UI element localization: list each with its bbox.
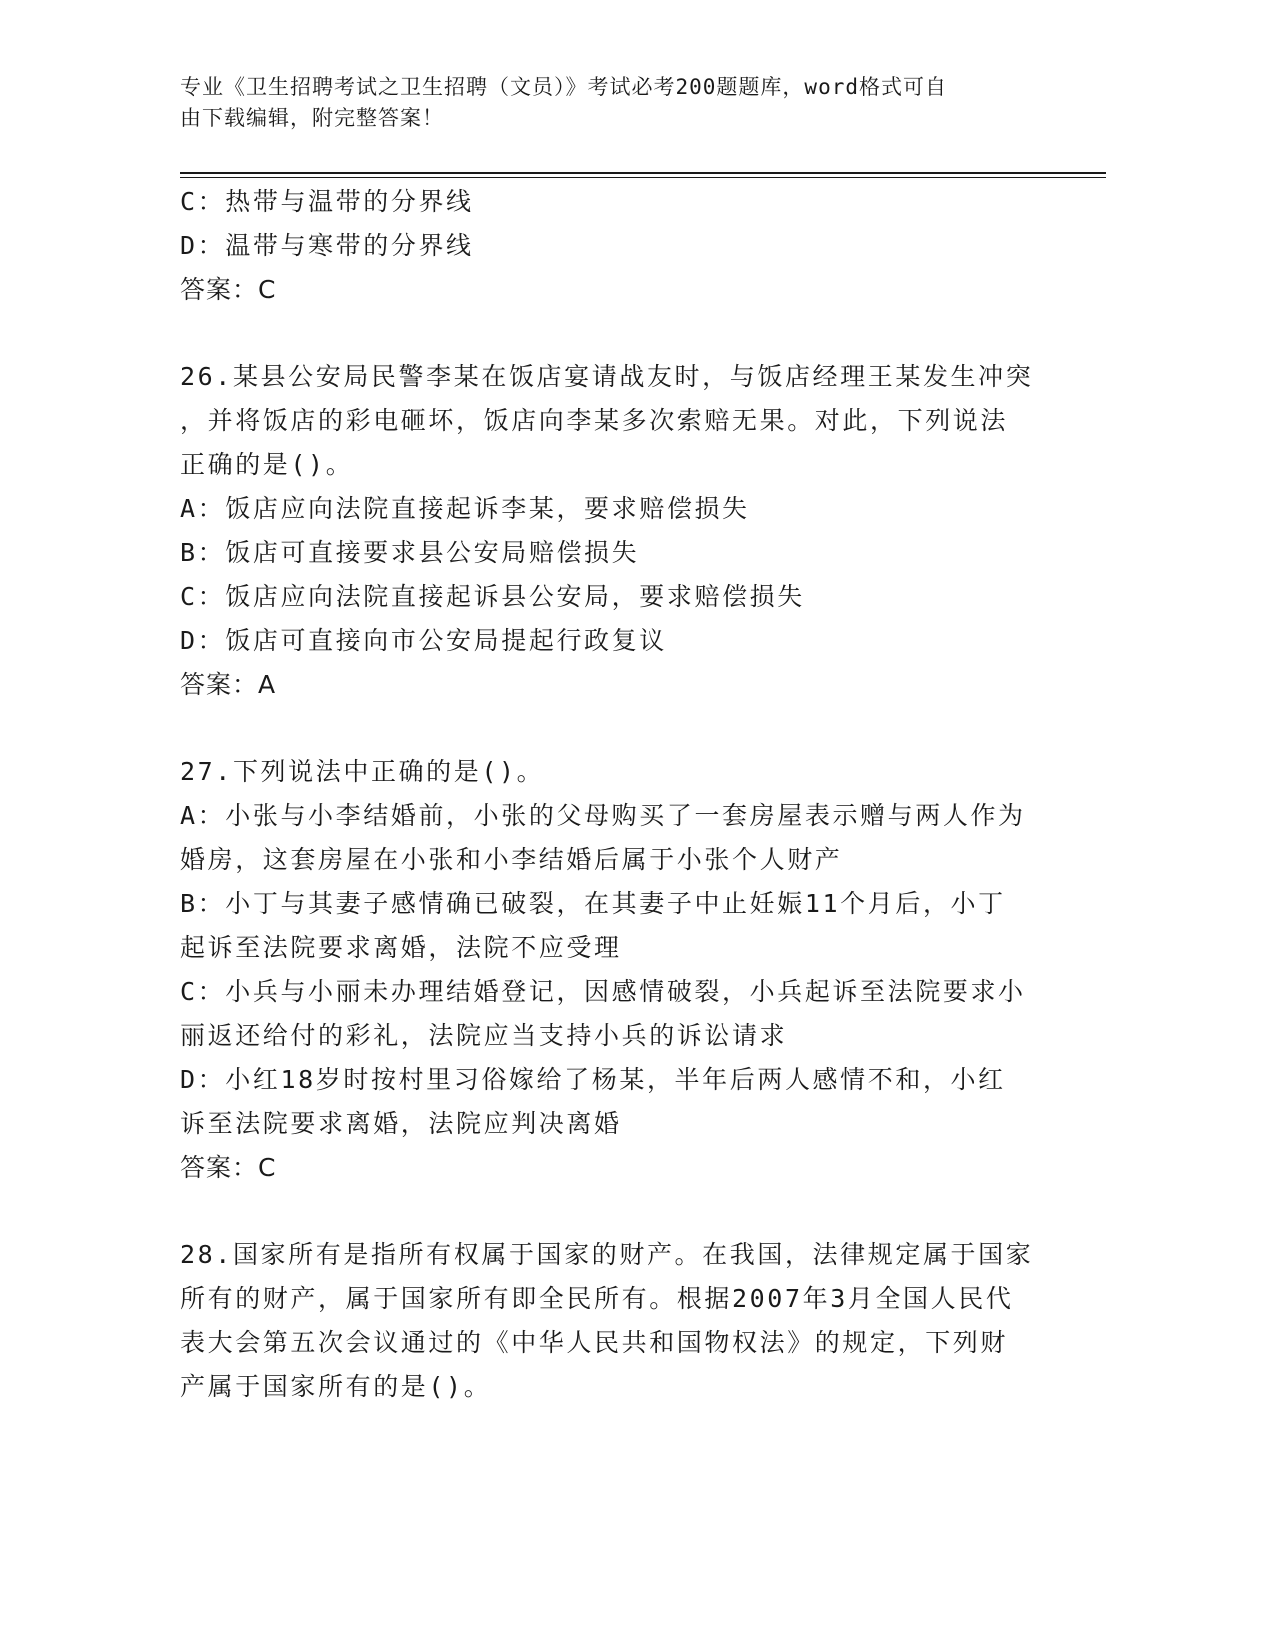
q26-stem-line: 正确的是()。 (180, 450, 354, 479)
q28-stem-line: 表大会第五次会议通过的《中华人民共和国物权法》的规定，下列财 (180, 1328, 1009, 1357)
q26-option-a: A：饭店应向法院直接起诉李某，要求赔偿损失 (180, 494, 750, 523)
spacer (180, 312, 1040, 355)
header-rule-thick (180, 172, 1106, 174)
q28-stem-line: 所有的财产，属于国家所有即全民所有。根据2007年3月全国人民代 (180, 1284, 1014, 1313)
question-25 (180, 180, 1040, 312)
q26-stem-line: 26.某县公安局民警李某在饭店宴请战友时，与饭店经理王某发生冲突 (180, 362, 1034, 391)
q27-option-c-line: 丽返还给付的彩礼，法院应当支持小兵的诉讼请求 (180, 1021, 788, 1050)
q27-option-d-line: 诉至法院要求离婚，法院应判决离婚 (180, 1109, 622, 1138)
q27-stem-line: 27.下列说法中正确的是()。 (180, 757, 545, 786)
question-26 (180, 355, 1040, 707)
q28-stem-line: 产属于国家所有的是()。 (180, 1372, 492, 1401)
q27-option-a-line: A：小张与小李结婚前，小张的父母购买了一套房屋表示赠与两人作为 (180, 801, 1026, 830)
spacer (180, 707, 1040, 750)
q27-option-b-line: B：小丁与其妻子感情确已破裂，在其妻子中止妊娠11个月后，小丁 (180, 889, 1006, 918)
q27-option-a-line: 婚房，这套房屋在小张和小李结婚后属于小张个人财产 (180, 845, 843, 874)
question-28 (180, 1233, 1040, 1409)
document-header: 专业《卫生招聘考试之卫生招聘（文员）》考试必考200题题库，word格式可自 由下载编辑，附完整答案！ (180, 75, 947, 130)
q26-answer: 答案：A (180, 670, 277, 699)
header-rule-thin (180, 177, 1106, 178)
q27-option-c-line: C：小兵与小丽未办理结婚登记，因感情破裂，小兵起诉至法院要求小 (180, 977, 1026, 1006)
question-27 (180, 750, 1040, 1190)
question-content (180, 180, 1040, 1409)
q26-option-c: C：饭店应向法院直接起诉县公安局，要求赔偿损失 (180, 582, 805, 611)
q25-option-c: C：热带与温带的分界线 (180, 187, 474, 216)
q28-stem-line: 28.国家所有是指所有权属于国家的财产。在我国，法律规定属于国家 (180, 1240, 1034, 1269)
spacer (180, 1190, 1040, 1233)
q26-option-d: D：饭店可直接向市公安局提起行政复议 (180, 626, 667, 655)
q27-option-b-line: 起诉至法院要求离婚，法院不应受理 (180, 933, 622, 962)
q26-option-b: B：饭店可直接要求县公安局赔偿损失 (180, 538, 640, 567)
q27-option-d-line: D：小红18岁时按村里习俗嫁给了杨某，半年后两人感情不和，小红 (180, 1065, 1006, 1094)
q25-option-d: D：温带与寒带的分界线 (180, 231, 474, 260)
q25-answer: 答案：C (180, 275, 277, 304)
q26-stem-line: ，并将饭店的彩电砸坏，饭店向李某多次索赔无果。对此，下列说法 (180, 406, 1009, 435)
q27-answer: 答案：C (180, 1153, 277, 1182)
